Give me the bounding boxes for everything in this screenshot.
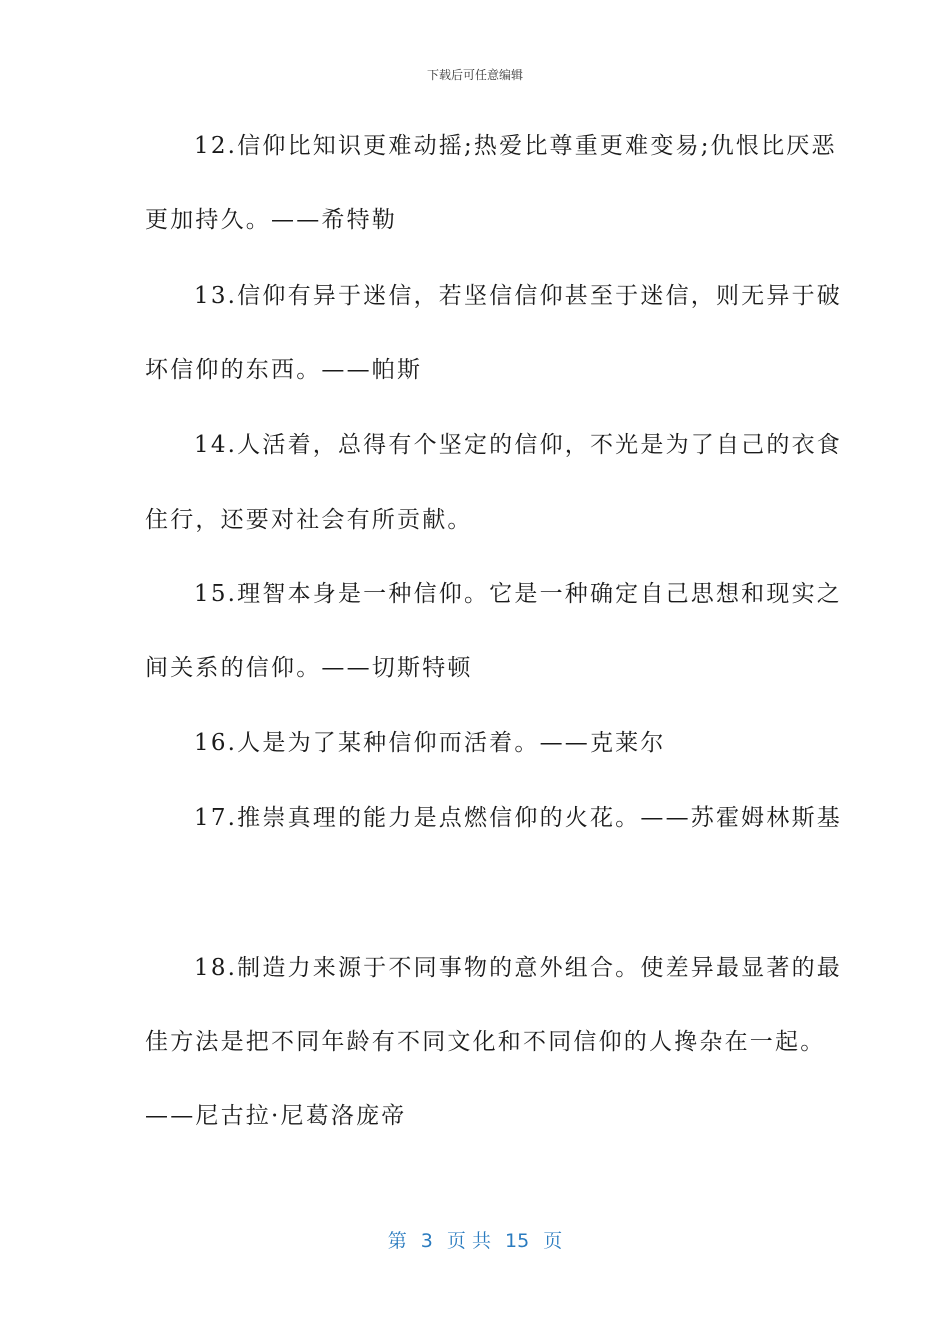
quote-12-line-1: 12.信仰比知识更难动摇;热爱比尊重更难变易;仇恨比厌恶 bbox=[194, 133, 837, 159]
page-footer bbox=[0, 1226, 950, 1253]
quote-17-line-1: 17.推崇真理的能力是点燃信仰的火花。——苏霍姆林斯基 bbox=[194, 805, 842, 831]
quote-15-line-2: 间关系的信仰。——切斯特顿 bbox=[145, 655, 473, 681]
footer-total-pages: 15 bbox=[505, 1230, 530, 1252]
quote-14-line-1: 14.人活着，总得有个坚定的信仰，不光是为了自己的衣食 bbox=[194, 432, 842, 458]
quote-18-line-3: ——尼古拉·尼葛洛庞帝 bbox=[145, 1103, 407, 1129]
quote-16-line-1: 16.人是为了某种信仰而活着。——克莱尔 bbox=[194, 730, 666, 756]
quote-12-line-2: 更加持久。——希特勒 bbox=[145, 207, 397, 233]
quote-13-line-2: 坏信仰的东西。——帕斯 bbox=[145, 357, 423, 383]
footer-current-page: 3 bbox=[420, 1230, 433, 1252]
quote-15-line-1: 15.理智本身是一种信仰。它是一种确定自己思想和现实之 bbox=[194, 581, 842, 607]
page-header: 下载后可任意编辑 bbox=[426, 68, 523, 82]
quote-18-line-2: 佳方法是把不同年龄有不同文化和不同信仰的人搀杂在一起。 bbox=[145, 1029, 826, 1055]
quote-13-line-1: 13.信仰有异于迷信，若坚信信仰甚至于迷信，则无异于破 bbox=[194, 283, 842, 309]
footer-prefix: 第 bbox=[387, 1230, 407, 1252]
quote-18-line-1: 18.制造力来源于不同事物的意外组合。使差异最显著的最 bbox=[194, 955, 842, 981]
footer-suffix: 页 bbox=[543, 1230, 563, 1252]
footer-middle: 页 共 bbox=[446, 1230, 491, 1252]
quote-14-line-2: 住行，还要对社会有所贡献。 bbox=[145, 507, 473, 533]
